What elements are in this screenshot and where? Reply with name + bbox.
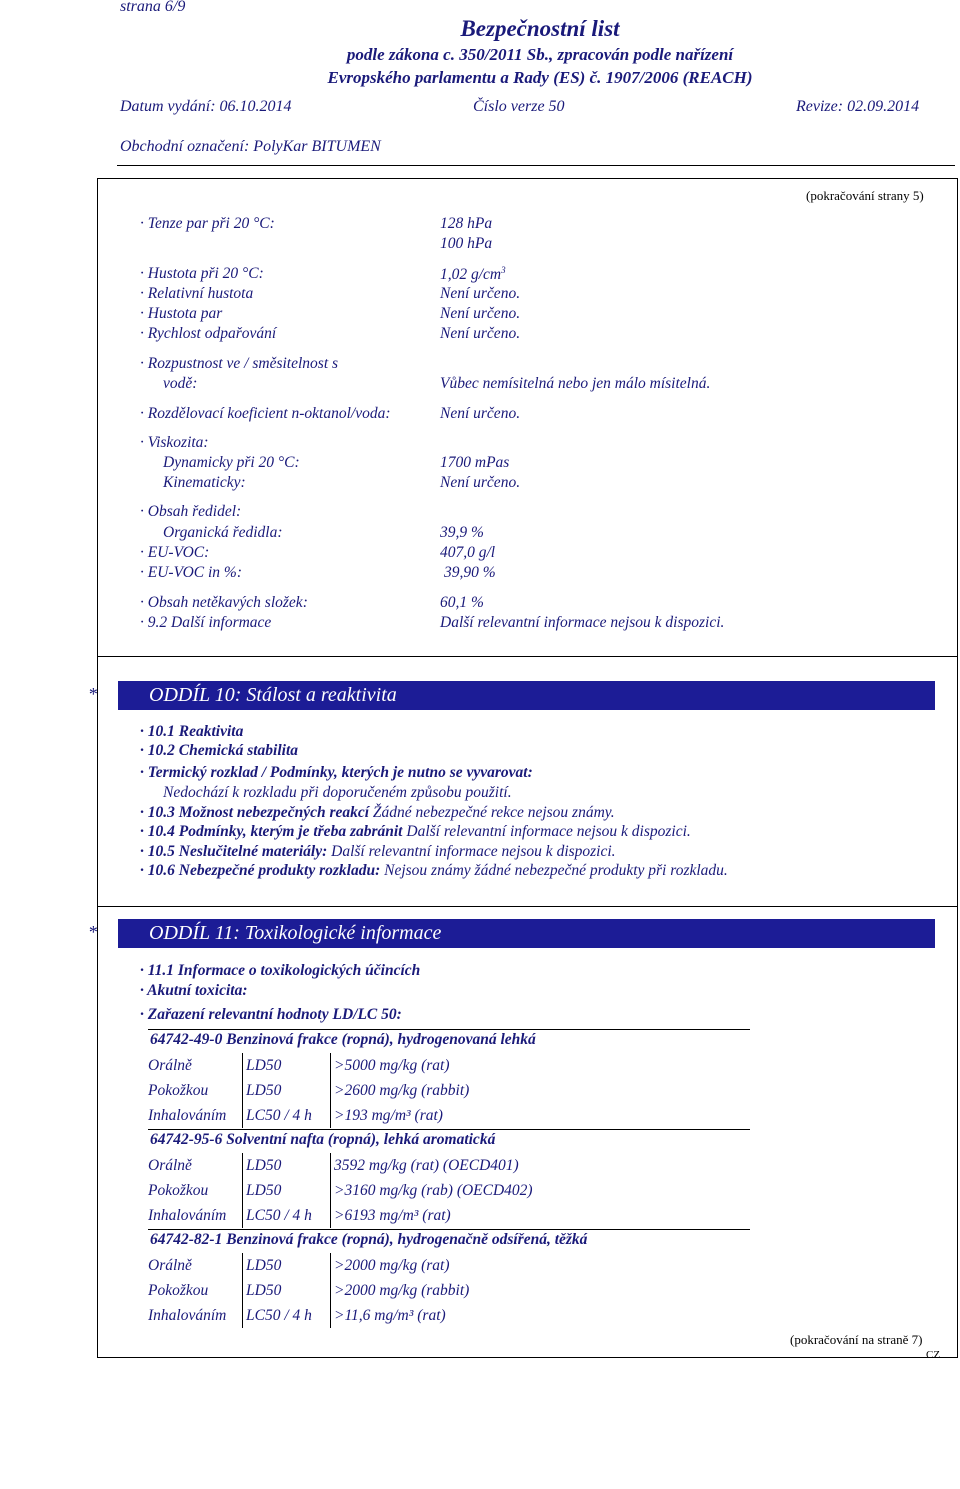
acute-toxicity-label: · Akutní toxicita: xyxy=(140,982,248,999)
solubility-label: · Rozpustnost ve / směsitelnost s xyxy=(140,355,339,372)
conditions-to-avoid-row: · 10.4 Podmínky, kterým je třeba zabránit Další relevantní informace nejsou k dispozici. xyxy=(140,823,691,840)
solvent-content-label: · Obsah ředidel: xyxy=(140,503,242,520)
tox-value: 3592 mg/kg (rat) (OECD401) xyxy=(331,1153,535,1178)
document-subtitle-2: Evropského parlamentu a Rady (ES) č. 1907/2006 (REACH) xyxy=(327,68,753,87)
issue-date: Datum vydání: 06.10.2014 xyxy=(120,98,292,115)
test-type: LD50 xyxy=(243,1053,331,1078)
exposure-route: Orálně xyxy=(148,1156,192,1174)
substance-name: 64742-95-6 Solventní nafta (ropná), lehká aromatická xyxy=(150,1131,496,1148)
chemical-stability-label: · 10.2 Chemická stabilita xyxy=(140,742,299,759)
thermal-decomposition-value: Nedochází k rozkladu při doporučeném způsobu použití. xyxy=(163,784,512,801)
partition-coefficient-label: · Rozdělovací koeficient n-oktanol/voda: xyxy=(140,405,391,422)
decomposition-products-row: · 10.6 Nebezpečné produkty rozkladu: Nejsou známy žádné nebezpečné produkty při rozkladu. xyxy=(140,862,728,879)
substance-tox-table xyxy=(148,1053,471,1128)
document-title: Bezpečnostní list xyxy=(460,16,620,41)
table-row xyxy=(148,1178,535,1203)
kinematic-viscosity-value: Není určeno. xyxy=(440,474,521,491)
test-type: LC50 / 4 h xyxy=(243,1103,331,1128)
tox-value: >6193 mg/m³ (rat) xyxy=(331,1203,535,1228)
section-10-heading: ODDÍL 10: Stálost a reaktivita xyxy=(118,681,935,710)
table-row xyxy=(148,1278,471,1303)
test-type: LC50 / 4 h xyxy=(243,1203,331,1228)
evaporation-rate-label: · Rychlost odpařování xyxy=(140,325,277,342)
thermal-decomposition-label: · Termický rozklad / Podmínky, kterých je nutno se vyvarovat: xyxy=(140,764,533,781)
header-divider xyxy=(117,165,955,166)
page-number: strana 6/9 xyxy=(120,0,186,15)
exposure-route: Pokožkou xyxy=(148,1281,209,1299)
vapor-density-label: · Hustota par xyxy=(140,305,223,322)
test-type: LD50 xyxy=(243,1153,331,1178)
section-11-heading: ODDÍL 11: Toxikologické informace xyxy=(118,919,935,948)
relative-density-label: · Relativní hustota xyxy=(140,285,254,302)
test-type: LC50 / 4 h xyxy=(243,1303,331,1328)
solubility-label-cont: vodě: xyxy=(163,375,198,392)
vapor-pressure-label: · Tenze par při 20 °C: xyxy=(140,215,275,232)
table-row xyxy=(148,1053,471,1078)
substance-tox-table xyxy=(148,1153,535,1228)
test-type: LD50 xyxy=(243,1278,331,1303)
section-11-revision-star: * xyxy=(88,922,97,942)
section-divider xyxy=(97,906,958,907)
substance-divider xyxy=(148,1029,750,1030)
tox-value: >5000 mg/kg (rat) xyxy=(331,1053,472,1078)
eu-voc-value: 407,0 g/l xyxy=(440,544,496,561)
solubility-value: Vůbec nemísitelná nebo jen málo mísitelná. xyxy=(440,375,711,392)
viscosity-label: · Viskozita: xyxy=(140,434,209,451)
substance-name: 64742-49-0 Benzinová frakce (ropná), hydrogenovaná lehká xyxy=(150,1031,536,1048)
vapor-pressure-value-1: 128 hPa xyxy=(440,215,493,232)
incompatible-materials-row: · 10.5 Neslučitelné materiály: Další relevantní informace nejsou k dispozici. xyxy=(140,843,616,860)
non-volatile-label: · Obsah netěkavých složek: xyxy=(140,594,308,611)
eu-voc-label: · EU-VOC: xyxy=(140,544,210,561)
ld-lc50-label: · Zařazení relevantní hodnoty LD/LC 50: xyxy=(140,1006,402,1023)
table-row xyxy=(148,1253,471,1278)
density-value: 1,02 $g/cm^3$ xyxy=(440,265,506,284)
reactivity-label: · 10.1 Reaktivita xyxy=(140,723,244,740)
kinematic-viscosity-label: Kinematicky: xyxy=(163,474,246,491)
table-row xyxy=(148,1203,535,1228)
partition-coefficient-value: Není určeno. xyxy=(440,405,521,422)
vapor-pressure-value-2: 100 hPa xyxy=(440,235,493,252)
non-volatile-value: 60,1 % xyxy=(440,594,484,611)
exposure-route: Pokožkou xyxy=(148,1081,209,1099)
other-info-label: · 9.2 Další informace xyxy=(140,614,272,631)
exposure-route: Inhalováním xyxy=(148,1306,227,1324)
language-code: CZ xyxy=(926,1349,941,1361)
exposure-route: Orálně xyxy=(148,1256,192,1274)
dynamic-viscosity-label: Dynamicky při 20 °C: xyxy=(163,454,300,471)
exposure-route: Orálně xyxy=(148,1056,192,1074)
eu-voc-percent-value: 39,90 % xyxy=(444,564,496,581)
section-divider xyxy=(97,656,958,657)
tox-value: >193 mg/m³ (rat) xyxy=(331,1103,472,1128)
evaporation-rate-value: Není určeno. xyxy=(440,325,521,342)
trade-name: Obchodní označení: PolyKar BITUMEN xyxy=(120,138,381,155)
eu-voc-percent-label: · EU-VOC in %: xyxy=(140,564,242,581)
density-label: · Hustota při 20 °C: xyxy=(140,265,264,282)
organic-solvents-label: Organická ředidla: xyxy=(163,524,283,541)
table-row xyxy=(148,1153,535,1178)
table-row xyxy=(148,1103,471,1128)
section-10-revision-star: * xyxy=(88,684,97,704)
exposure-route: Inhalováním xyxy=(148,1106,227,1124)
table-row xyxy=(148,1303,471,1328)
document-subtitle-1: podle zákona c. 350/2011 Sb., zpracován podle nařízení xyxy=(346,45,734,64)
tox-value: >3160 mg/kg (rab) (OECD402) xyxy=(331,1178,535,1203)
hazardous-reactions-row: · 10.3 Možnost nebezpečných reakcí Žádné nebezpečné rekce nejsou známy. xyxy=(140,804,615,821)
test-type: LD50 xyxy=(243,1253,331,1278)
revision-date: Revize: 02.09.2014 xyxy=(796,98,920,115)
version-number: Číslo verze 50 xyxy=(473,98,565,115)
substance-divider xyxy=(148,1229,750,1230)
substance-tox-table xyxy=(148,1253,471,1328)
relative-density-value: Není určeno. xyxy=(440,285,521,302)
vapor-density-value: Není určeno. xyxy=(440,305,521,322)
test-type: LD50 xyxy=(243,1178,331,1203)
tox-value: >2600 mg/kg (rabbit) xyxy=(331,1078,472,1103)
table-row xyxy=(148,1078,471,1103)
exposure-route: Inhalováním xyxy=(148,1206,227,1224)
continued-from-note: (pokračování strany 5) xyxy=(806,188,924,203)
exposure-route: Pokožkou xyxy=(148,1181,209,1199)
tox-value: >2000 mg/kg (rabbit) xyxy=(331,1278,472,1303)
substance-divider xyxy=(148,1129,750,1130)
continued-to-note: (pokračování na straně 7) xyxy=(790,1332,923,1347)
dynamic-viscosity-value: 1700 mPas xyxy=(440,454,510,471)
tox-value: >2000 mg/kg (rat) xyxy=(331,1253,472,1278)
toxicology-info-label: · 11.1 Informace o toxikologických účincích xyxy=(140,962,421,979)
test-type: LD50 xyxy=(243,1078,331,1103)
tox-value: >11,6 mg/m³ (rat) xyxy=(331,1303,472,1328)
other-info-value: Další relevantní informace nejsou k dispozici. xyxy=(440,614,725,631)
organic-solvents-value: 39,9 % xyxy=(440,524,484,541)
substance-name: 64742-82-1 Benzinová frakce (ropná), hydrogenačně odsířená, těžká xyxy=(150,1231,588,1248)
